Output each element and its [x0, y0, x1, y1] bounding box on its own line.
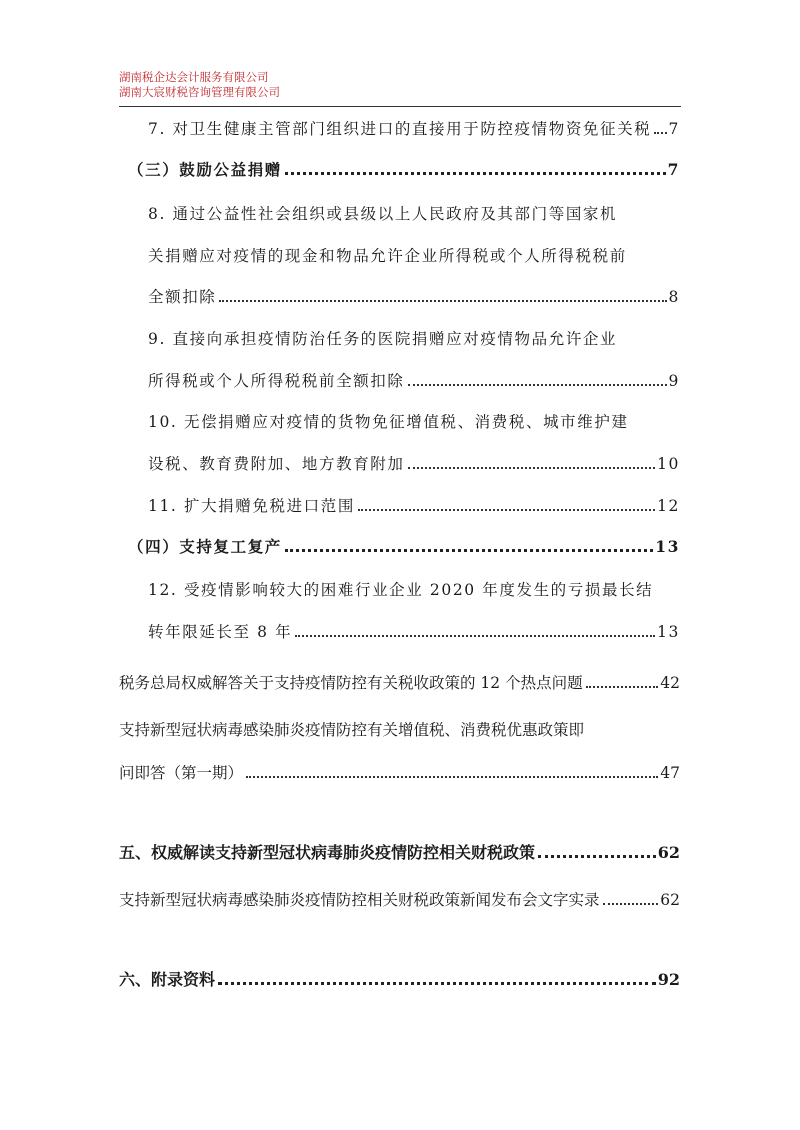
toc-leader-dots — [218, 982, 656, 985]
toc-page-number: 62 — [660, 891, 680, 909]
toc-page-number: 12 — [657, 497, 680, 515]
toc-leader-dots — [538, 855, 656, 858]
toc-page-number: 13 — [657, 623, 680, 641]
toc-entry-item-8[interactable] — [148, 286, 680, 308]
toc-entry-press-conference[interactable] — [119, 889, 680, 911]
toc-entry-qa-vat-line-1[interactable]: 支持新型冠状病毒感染肺炎疫情防控有关增值税、消费税优惠政策即 — [119, 721, 585, 739]
toc-entry-text: 所得税或个人所得税税前全额扣除 — [148, 372, 405, 390]
toc-entry-qa-hot-topics[interactable] — [119, 672, 680, 694]
toc-entry-item-9[interactable] — [148, 370, 680, 392]
toc-entry-text: 转年限延长至 8 年 — [148, 623, 293, 641]
toc-page-number: 62 — [657, 843, 680, 862]
toc-entry-item-9-line-1[interactable]: 9. 直接向承担疫情防治任务的医院捐赠应对疫情物品允许企业 — [148, 330, 618, 348]
toc-entry-item-7[interactable] — [148, 118, 680, 140]
document-header — [119, 70, 280, 100]
toc-leader-dots — [285, 549, 653, 552]
toc-entry-text: （三）鼓励公益捐赠 — [128, 160, 282, 179]
toc-entry-item-11[interactable] — [148, 495, 680, 517]
toc-entry-qa-vat[interactable] — [119, 762, 680, 784]
toc-entry-text: 支持新型冠状病毒感染肺炎疫情防控相关财税政策新闻发布会文字实录 — [119, 891, 600, 909]
toc-entry-text: （四）支持复工复产 — [128, 537, 282, 556]
toc-page-number: 10 — [657, 455, 680, 473]
toc-entry-item-10-line-1[interactable]: 10. 无偿捐赠应对疫情的货物免征增值税、消费税、城市维护建 — [148, 413, 629, 431]
toc-entry-text: 11. 扩大捐赠免税进口范围 — [148, 497, 355, 515]
toc-leader-dots — [219, 300, 666, 302]
toc-entry-item-8-line-1[interactable]: 8. 通过公益性社会组织或县级以上人民政府及其部门等国家机 — [148, 205, 618, 223]
toc-leader-dots — [246, 776, 658, 778]
toc-page-number: 13 — [655, 537, 680, 556]
toc-entry-item-8-line-2[interactable]: 关捐赠应对疫情的现金和物品允许企业所得税或个人所得税税前 — [148, 247, 627, 265]
toc-leader-dots — [285, 172, 666, 175]
company-name-1: 湖南税企达会计服务有限公司 — [119, 70, 269, 84]
toc-page-number: 92 — [657, 970, 680, 989]
toc-leader-dots — [358, 509, 655, 511]
header-rule — [119, 106, 681, 107]
toc-page-number: 8 — [668, 288, 680, 306]
toc-entry-text: 六、附录资料 — [119, 970, 216, 989]
toc-leader-dots — [654, 132, 666, 134]
toc-leader-dots — [408, 467, 656, 469]
toc-page-number: 7 — [667, 160, 680, 179]
toc-entry-section-4[interactable] — [128, 536, 680, 558]
toc-leader-dots — [408, 384, 667, 386]
toc-entry-text: 全额扣除 — [148, 288, 217, 306]
toc-entry-chapter-6[interactable] — [119, 969, 680, 991]
toc-page-number: 42 — [660, 674, 680, 692]
toc-entry-text: 问即答（第一期） — [119, 764, 244, 782]
toc-entry-text: 7. 对卫生健康主管部门组织进口的直接用于防控疫情物资免征关税 — [148, 120, 652, 138]
toc-entry-item-12-line-1[interactable]: 12. 受疫情影响较大的困难行业企业 2020 年度发生的亏损最长结 — [148, 581, 654, 599]
toc-entry-chapter-5[interactable] — [119, 842, 680, 864]
toc-leader-dots — [586, 686, 659, 688]
toc-leader-dots — [295, 635, 655, 637]
toc-entry-text: 五、权威解读支持新型冠状病毒肺炎疫情防控相关财税政策 — [119, 843, 536, 862]
toc-page-number: 47 — [660, 764, 680, 782]
toc-page-number: 9 — [668, 372, 680, 390]
toc-entry-text: 设税、教育费附加、地方教育附加 — [148, 455, 405, 473]
toc-page-number: 7 — [668, 120, 680, 138]
company-name-2: 湖南大宸财税咨询管理有限公司 — [119, 85, 280, 99]
toc-entry-text: 税务总局权威解答关于支持疫情防控有关税收政策的 12 个热点问题 — [119, 674, 583, 692]
toc-entry-section-3[interactable] — [128, 159, 680, 181]
toc-entry-item-12[interactable] — [148, 621, 680, 643]
toc-entry-item-10[interactable] — [148, 453, 680, 475]
toc-leader-dots — [603, 903, 659, 905]
